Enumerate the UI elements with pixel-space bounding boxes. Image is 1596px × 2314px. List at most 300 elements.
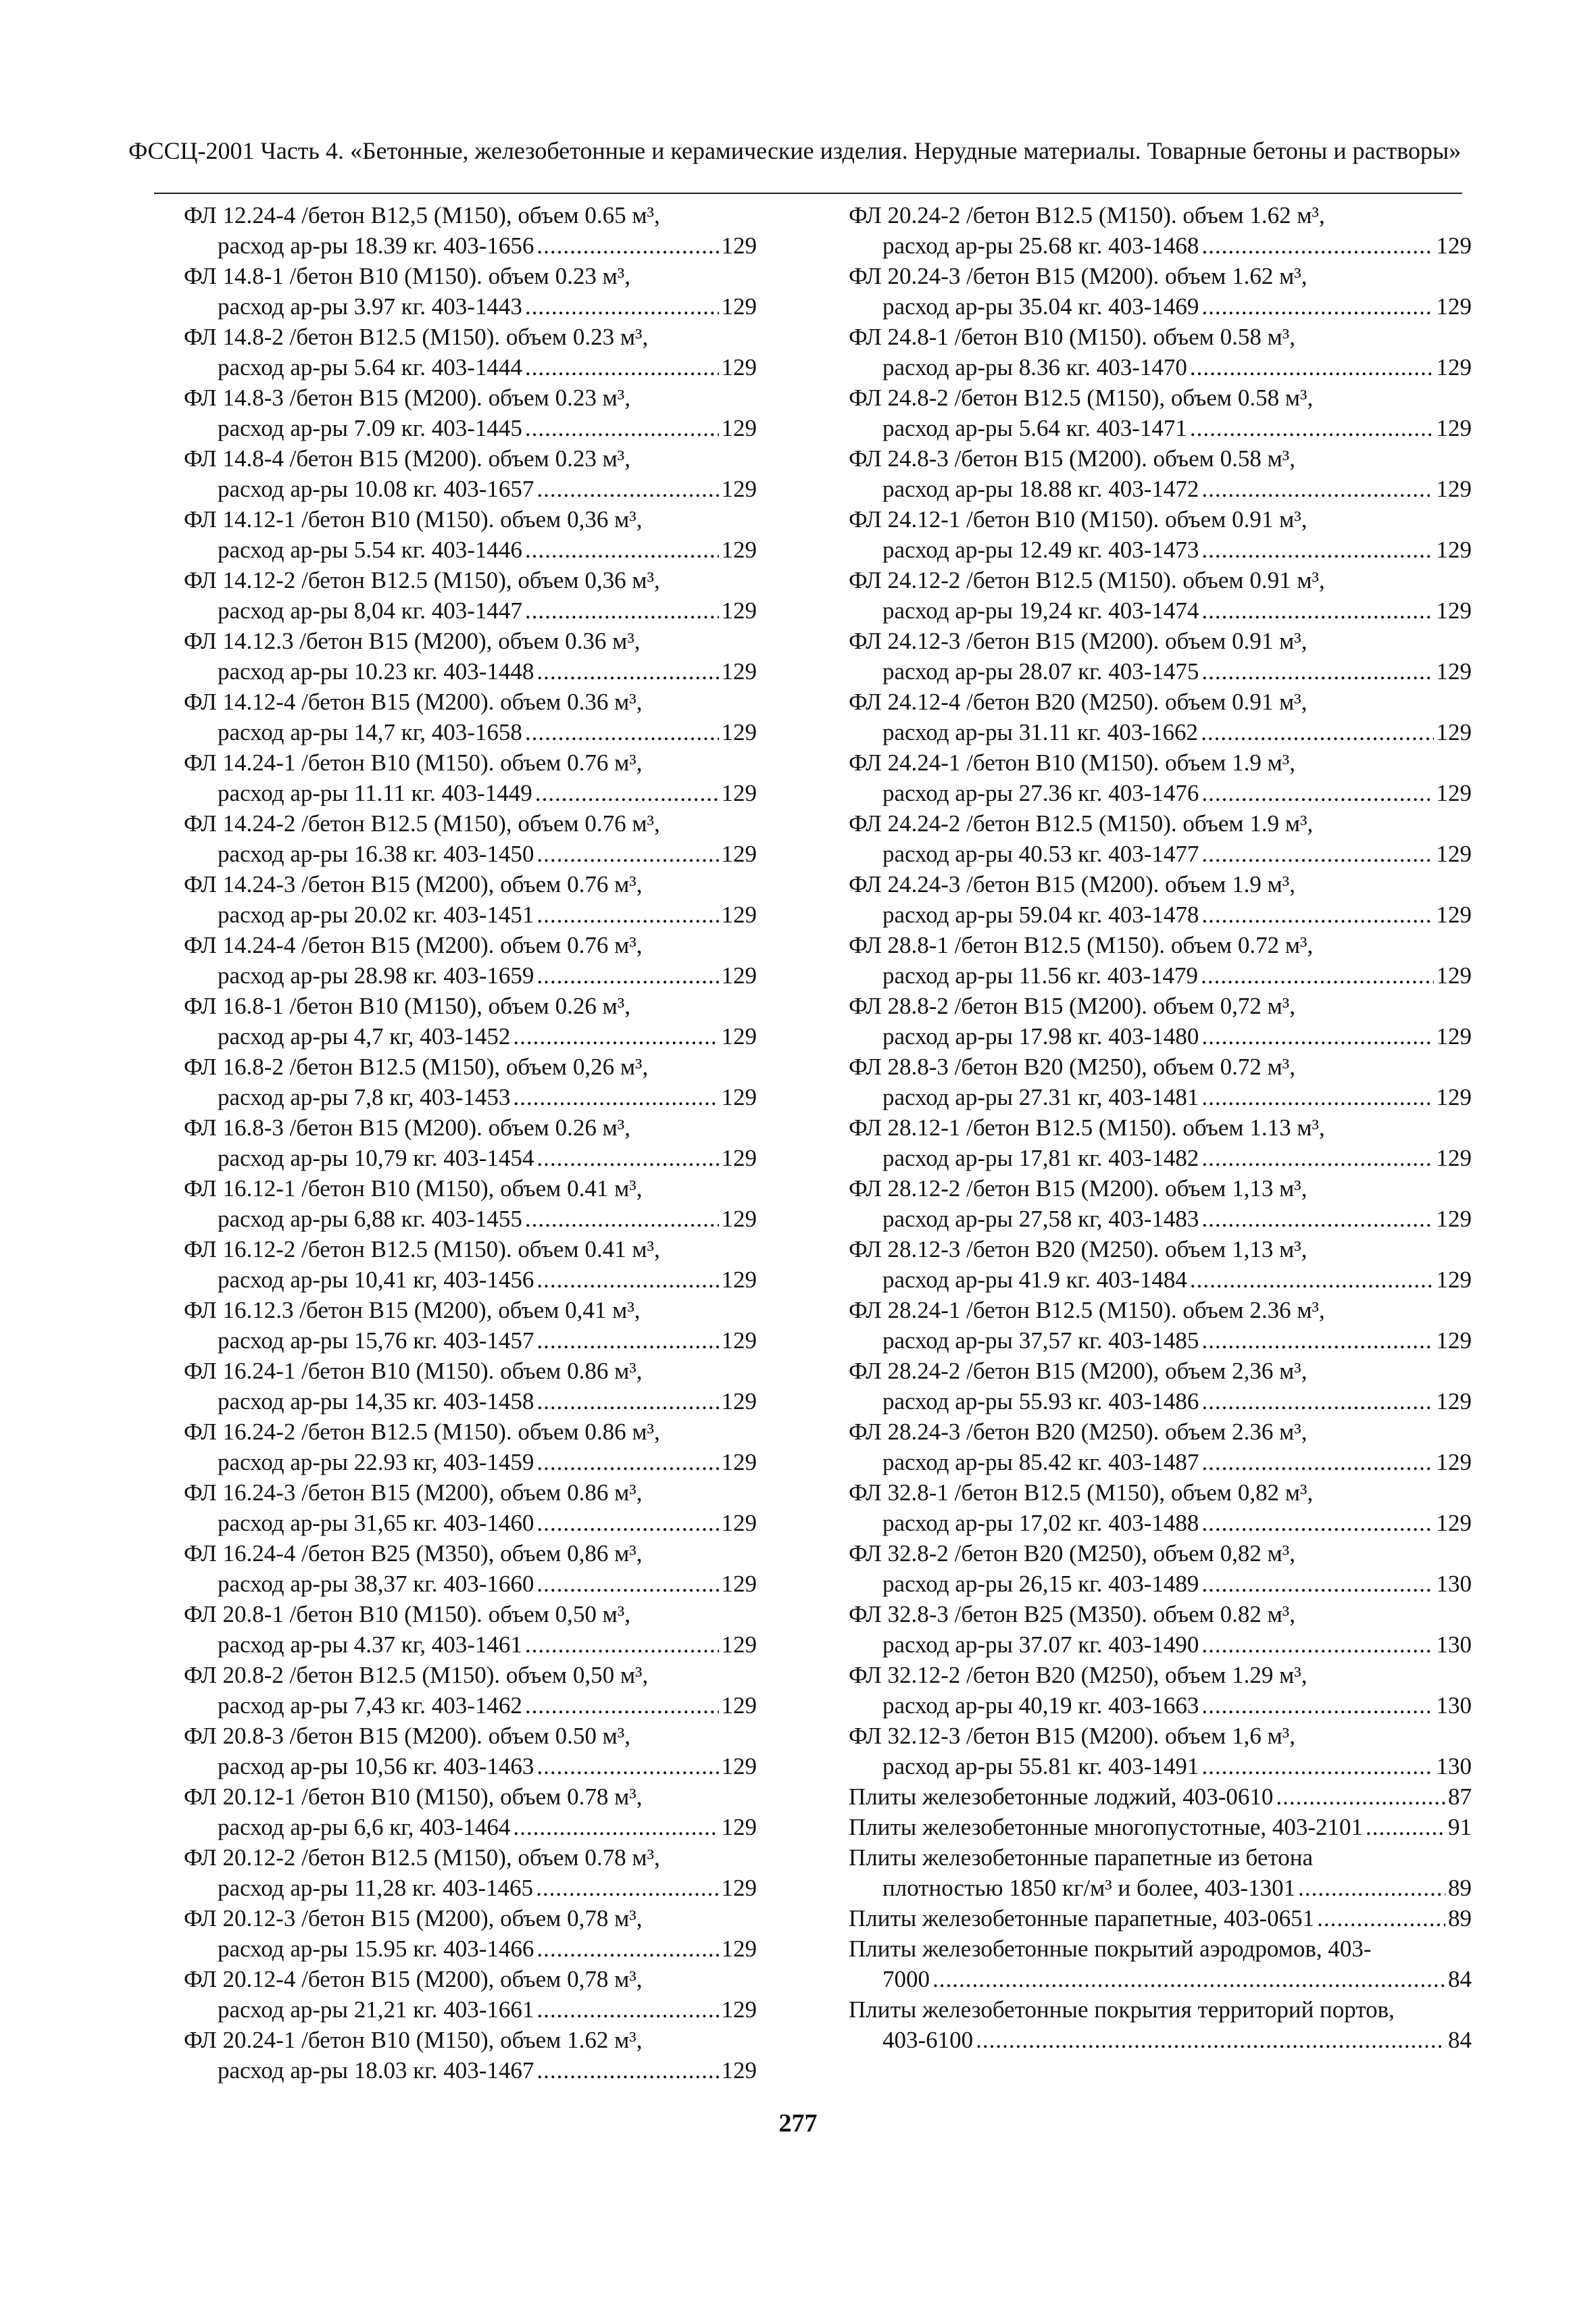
index-entry bbox=[184, 1052, 757, 1112]
entry-title: ФЛ 16.8-2 /бетон В12.5 (М150), объем 0,26 м³, bbox=[184, 1054, 649, 1080]
entry-page: 129 bbox=[721, 841, 757, 867]
leader-dots bbox=[1201, 1508, 1433, 1538]
entry-detail-line bbox=[849, 1325, 1472, 1356]
entry-detail-line bbox=[184, 1204, 757, 1234]
index-entry bbox=[184, 1173, 757, 1234]
entry-title: ФЛ 32.8-2 /бетон В20 (М250), объем 0,82 м³, bbox=[849, 1540, 1295, 1567]
leader-dots bbox=[537, 900, 718, 930]
index-entry bbox=[849, 1721, 1472, 1781]
entry-detail-line bbox=[849, 595, 1472, 626]
entry-page: 84 bbox=[1448, 2027, 1472, 2053]
entry-detail: расход ар-ры 40.53 кг. 403-1477 bbox=[882, 841, 1199, 867]
entry-page: 130 bbox=[1436, 1571, 1472, 1597]
entry-detail-line bbox=[849, 352, 1472, 383]
entry-detail: расход ар-ры 17,81 кг. 403-1482 bbox=[882, 1145, 1199, 1171]
index-entry bbox=[184, 1295, 757, 1356]
entry-detail-line bbox=[184, 291, 757, 322]
entry-page: 129 bbox=[721, 902, 757, 928]
index-entry bbox=[849, 1812, 1472, 1842]
entry-detail-line bbox=[849, 900, 1472, 930]
entry-detail-line bbox=[849, 1690, 1472, 1721]
entry-title: Плиты железобетонные парапетные из бетона bbox=[849, 1844, 1314, 1871]
leader-dots bbox=[1276, 1781, 1445, 1812]
entry-title: ФЛ 28.24-1 /бетон В12.5 (М150). объем 2.36 м³, bbox=[849, 1297, 1325, 1323]
leader-dots bbox=[1366, 1812, 1445, 1842]
entry-detail-line bbox=[849, 1569, 1472, 1599]
entry-detail-line bbox=[184, 230, 757, 261]
index-entry bbox=[184, 1781, 757, 1842]
entry-detail: расход ар-ры 7.09 кг. 403-1445 bbox=[218, 415, 522, 441]
entry-title: ФЛ 20.24-1 /бетон В10 (М150), объем 1.62 м³, bbox=[184, 2027, 643, 2053]
leader-dots bbox=[537, 1994, 718, 2025]
leader-dots bbox=[525, 1204, 719, 1234]
entry-detail: расход ар-ры 28.98 кг. 403-1659 bbox=[218, 962, 534, 989]
page-number: 277 bbox=[778, 2109, 818, 2138]
leader-dots bbox=[1201, 1629, 1433, 1660]
entry-detail: расход ар-ры 6,88 кг. 403-1455 bbox=[218, 1206, 522, 1232]
entry-title: ФЛ 20.8-2 /бетон В12.5 (М150). объем 0,50 м³, bbox=[184, 1662, 649, 1688]
left-column bbox=[184, 200, 757, 2086]
entry-detail-line bbox=[184, 1082, 757, 1112]
leader-dots bbox=[537, 1447, 718, 1477]
entry-page: 129 bbox=[721, 780, 757, 806]
index-entry bbox=[849, 1295, 1472, 1356]
leader-dots bbox=[525, 291, 719, 322]
entry-page: 129 bbox=[721, 1875, 757, 1901]
entry-title: ФЛ 28.12-1 /бетон В12.5 (М150). объем 1.13 м³, bbox=[849, 1114, 1325, 1141]
entry-page: 129 bbox=[721, 962, 757, 989]
entry-detail-line bbox=[184, 535, 757, 565]
entry-page: 129 bbox=[721, 658, 757, 685]
entry-detail: расход ар-ры 41.9 кг. 403-1484 bbox=[882, 1266, 1187, 1293]
entry-page: 129 bbox=[1436, 1327, 1472, 1354]
entry-title: ФЛ 14.8-4 /бетон В15 (М200). объем 0.23 м³, bbox=[184, 445, 630, 472]
leader-dots bbox=[932, 1964, 1445, 1994]
entry-title: ФЛ 14.8-2 /бетон В12.5 (М150). объем 0.23 м³, bbox=[184, 324, 649, 350]
entry-page: 129 bbox=[1436, 293, 1472, 320]
entry-page: 129 bbox=[721, 1084, 757, 1110]
entry-detail: расход ар-ры 7,43 кг. 403-1462 bbox=[218, 1692, 522, 1719]
entry-page: 129 bbox=[1436, 415, 1472, 441]
entry-title: ФЛ 20.12-3 /бетон В15 (М200), объем 0,78 м³, bbox=[184, 1905, 643, 1931]
entry-page: 129 bbox=[721, 1206, 757, 1232]
entry-title: ФЛ 28.24-2 /бетон В15 (М200), объем 2,36 м³, bbox=[849, 1358, 1307, 1384]
index-entry bbox=[184, 687, 757, 747]
entry-detail-line bbox=[184, 1751, 757, 1781]
entry-page: 129 bbox=[1436, 476, 1472, 502]
entry-detail: расход ар-ры 5.54 кг. 403-1446 bbox=[218, 537, 522, 563]
leader-dots bbox=[537, 960, 718, 991]
entry-detail: расход ар-ры 11,28 кг. 403-1465 bbox=[218, 1875, 534, 1901]
entry-detail-line bbox=[184, 2055, 757, 2086]
entry-page: 129 bbox=[721, 1266, 757, 1293]
index-entry bbox=[184, 261, 757, 322]
entry-detail: расход ар-ры 35.04 кг. 403-1469 bbox=[882, 293, 1199, 320]
entry-detail: расход ар-ры 27,58 кг, 403-1483 bbox=[882, 1206, 1199, 1232]
entry-detail-line bbox=[849, 1264, 1472, 1295]
entry-detail-line bbox=[849, 1508, 1472, 1538]
entry-title: ФЛ 24.12-2 /бетон В12.5 (М150). объем 0.91 м³, bbox=[849, 567, 1325, 593]
leader-dots bbox=[537, 1264, 718, 1295]
index-entry bbox=[849, 687, 1472, 747]
leader-dots bbox=[1317, 1903, 1445, 1934]
entry-title: ФЛ 24.8-3 /бетон В15 (М200). объем 0.58 м³, bbox=[849, 445, 1295, 472]
entry-detail: Плиты железобетонные парапетные, 403-0651 bbox=[849, 1905, 1315, 1931]
entry-detail-line bbox=[849, 1143, 1472, 1173]
entry-page: 129 bbox=[1436, 1510, 1472, 1536]
entry-detail: расход ар-ры 21,21 кг. 403-1661 bbox=[218, 1996, 534, 2023]
index-entry bbox=[849, 565, 1472, 626]
entry-page: 129 bbox=[721, 1631, 757, 1658]
right-column bbox=[849, 200, 1472, 2055]
entry-title: ФЛ 28.24-3 /бетон В20 (М250). объем 2.36 м³, bbox=[849, 1419, 1307, 1445]
entry-page: 129 bbox=[721, 1692, 757, 1719]
leader-dots bbox=[537, 474, 718, 504]
entry-detail-line bbox=[849, 1903, 1472, 1934]
leader-dots bbox=[1201, 230, 1433, 261]
index-entry bbox=[849, 322, 1472, 383]
index-entry bbox=[184, 1356, 757, 1417]
index-entry bbox=[849, 1599, 1472, 1660]
entry-detail-line bbox=[184, 1569, 757, 1599]
entry-detail: Плиты железобетонные лоджий, 403-0610 bbox=[849, 1783, 1274, 1810]
entry-detail-line bbox=[849, 413, 1472, 443]
entry-detail-line bbox=[184, 900, 757, 930]
entry-title: ФЛ 32.8-1 /бетон В12.5 (М150), объем 0,82 м³, bbox=[849, 1479, 1314, 1506]
entry-detail: расход ар-ры 11.56 кг. 403-1479 bbox=[882, 962, 1199, 989]
entry-detail: расход ар-ры 10,56 кг. 403-1463 bbox=[218, 1753, 534, 1779]
entry-page: 89 bbox=[1448, 1905, 1472, 1931]
entry-title: ФЛ 14.12-1 /бетон В10 (М150). объем 0,36 м³, bbox=[184, 506, 643, 533]
entry-detail: расход ар-ры 59.04 кг. 403-1478 bbox=[882, 902, 1199, 928]
index-entry bbox=[184, 930, 757, 991]
entry-detail: расход ар-ры 38,37 кг. 403-1660 bbox=[218, 1571, 534, 1597]
entry-page: 129 bbox=[721, 719, 757, 745]
header-rule bbox=[154, 193, 1462, 194]
entry-detail-line bbox=[184, 413, 757, 443]
entry-page: 91 bbox=[1448, 1814, 1472, 1840]
index-entry bbox=[184, 991, 757, 1052]
entry-page: 129 bbox=[1436, 1266, 1472, 1293]
entry-detail-line bbox=[184, 1143, 757, 1173]
entry-title: ФЛ 14.24-3 /бетон В15 (М200), объем 0.76 м³, bbox=[184, 871, 643, 897]
entry-detail-line bbox=[184, 1508, 757, 1538]
entry-title: ФЛ 16.24-3 /бетон В15 (М200), объем 0.86 м³, bbox=[184, 1479, 643, 1506]
leader-dots bbox=[1190, 352, 1434, 383]
entry-title: ФЛ 12.24-4 /бетон В12,5 (М150), объем 0.65 м³, bbox=[184, 202, 660, 228]
entry-title: ФЛ 16.24-2 /бетон В12.5 (М150). объем 0.86 м³, bbox=[184, 1419, 660, 1445]
entry-detail: расход ар-ры 11.11 кг. 403-1449 bbox=[218, 780, 532, 806]
entry-page: 129 bbox=[1436, 962, 1472, 989]
entry-page: 129 bbox=[1436, 1388, 1472, 1414]
entry-title: ФЛ 28.8-2 /бетон В15 (М200). объем 0,72 м³, bbox=[849, 993, 1295, 1019]
index-entry bbox=[849, 1934, 1472, 1994]
entry-page: 130 bbox=[1436, 1753, 1472, 1779]
index-entry bbox=[849, 1417, 1472, 1477]
index-entry bbox=[849, 1112, 1472, 1173]
leader-dots bbox=[1201, 778, 1433, 808]
index-entry bbox=[849, 1781, 1472, 1812]
index-entry bbox=[849, 1173, 1472, 1234]
leader-dots bbox=[1201, 595, 1433, 626]
leader-dots bbox=[525, 717, 719, 747]
index-entry bbox=[184, 504, 757, 565]
entry-detail-line bbox=[849, 1781, 1472, 1812]
entry-page: 129 bbox=[721, 1327, 757, 1354]
leader-dots bbox=[1201, 1143, 1433, 1173]
entry-page: 129 bbox=[721, 476, 757, 502]
entry-detail: расход ар-ры 85.42 кг. 403-1487 bbox=[882, 1449, 1199, 1475]
entry-page: 129 bbox=[1436, 780, 1472, 806]
leader-dots bbox=[976, 2025, 1445, 2055]
entry-detail: расход ар-ры 31,65 кг. 403-1460 bbox=[218, 1510, 534, 1536]
entry-title: ФЛ 14.24-1 /бетон В10 (М150). объем 0.76 м³, bbox=[184, 749, 643, 776]
entry-detail: расход ар-ры 19,24 кг. 403-1474 bbox=[882, 597, 1199, 624]
leader-dots bbox=[537, 1751, 718, 1781]
leader-dots bbox=[1201, 839, 1433, 869]
entry-page: 87 bbox=[1448, 1783, 1472, 1810]
entry-detail: расход ар-ры 27.36 кг. 403-1476 bbox=[882, 780, 1199, 806]
index-entry bbox=[184, 869, 757, 930]
entry-detail-line bbox=[849, 1629, 1472, 1660]
entry-title: ФЛ 16.24-1 /бетон В10 (М150). объем 0.86 м³, bbox=[184, 1358, 643, 1384]
entry-page: 130 bbox=[1436, 1631, 1472, 1658]
entry-detail: расход ар-ры 8.36 кг. 403-1470 bbox=[882, 354, 1187, 380]
leader-dots bbox=[1201, 900, 1433, 930]
index-entry bbox=[849, 1356, 1472, 1417]
leader-dots bbox=[1201, 717, 1433, 747]
entry-title: ФЛ 24.12-1 /бетон В10 (М150). объем 0.91 м³, bbox=[849, 506, 1307, 533]
entry-detail: расход ар-ры 55.81 кг. 403-1491 bbox=[882, 1753, 1199, 1779]
entry-detail: плотностью 1850 кг/м³ и более, 403-1301 bbox=[882, 1875, 1296, 1901]
entry-title: ФЛ 16.12-1 /бетон В10 (М150), объем 0.41 м³, bbox=[184, 1175, 643, 1202]
leader-dots bbox=[1201, 1386, 1433, 1417]
entry-title: ФЛ 24.8-2 /бетон В12.5 (М150), объем 0.58 м³, bbox=[849, 385, 1314, 411]
leader-dots bbox=[537, 839, 718, 869]
entry-detail: расход ар-ры 10,41 кг, 403-1456 bbox=[218, 1266, 534, 1293]
entry-detail-line bbox=[184, 1021, 757, 1052]
index-entry bbox=[849, 930, 1472, 991]
entry-title: ФЛ 20.8-1 /бетон В10 (М150). объем 0,50 м³, bbox=[184, 1601, 630, 1627]
entry-page: 129 bbox=[1436, 1023, 1472, 1050]
entry-page: 129 bbox=[721, 537, 757, 563]
entry-title: ФЛ 20.24-2 /бетон В12.5 (М150). объем 1.62 м³, bbox=[849, 202, 1325, 228]
leader-dots bbox=[535, 778, 719, 808]
entry-title: ФЛ 24.12-4 /бетон В20 (М250). объем 0.91 м³, bbox=[849, 689, 1307, 715]
entry-detail-line bbox=[184, 474, 757, 504]
entry-detail-line bbox=[849, 1204, 1472, 1234]
entry-page: 129 bbox=[721, 1936, 757, 1962]
leader-dots bbox=[1201, 1082, 1433, 1112]
entry-detail-line bbox=[184, 1812, 757, 1842]
index-entry bbox=[849, 869, 1472, 930]
index-entry bbox=[184, 1903, 757, 1964]
entry-title: ФЛ 16.8-3 /бетон В15 (М200). объем 0.26 м³, bbox=[184, 1114, 630, 1141]
leader-dots bbox=[1201, 1204, 1433, 1234]
entry-page: 84 bbox=[1448, 1966, 1472, 1992]
entry-detail: расход ар-ры 15,76 кг. 403-1457 bbox=[218, 1327, 534, 1354]
entry-title: ФЛ 20.24-3 /бетон В15 (М200). объем 1.62 м³, bbox=[849, 263, 1307, 289]
entry-page: 129 bbox=[721, 1388, 757, 1414]
entry-detail: 403-6100 bbox=[882, 2027, 974, 2053]
entry-title: ФЛ 14.12.3 /бетон В15 (М200), объем 0.36 м³, bbox=[184, 628, 641, 654]
index-entry bbox=[184, 1599, 757, 1660]
entry-detail-line bbox=[184, 1447, 757, 1477]
leader-dots bbox=[525, 595, 719, 626]
entry-page: 129 bbox=[1436, 658, 1472, 685]
entry-page: 129 bbox=[721, 2057, 757, 2084]
entry-detail-line bbox=[849, 230, 1472, 261]
entry-page: 129 bbox=[1436, 841, 1472, 867]
entry-title: ФЛ 14.24-4 /бетон В15 (М200). объем 0.76 м³, bbox=[184, 932, 643, 958]
entry-detail: расход ар-ры 22.93 кг, 403-1459 bbox=[218, 1449, 534, 1475]
entry-detail: расход ар-ры 20.02 кг. 403-1451 bbox=[218, 902, 534, 928]
entry-page: 129 bbox=[721, 1145, 757, 1171]
index-entry bbox=[184, 1660, 757, 1721]
index-entry bbox=[184, 1721, 757, 1781]
entry-title: ФЛ 14.12-2 /бетон В12.5 (М150), объем 0,36 м³, bbox=[184, 567, 660, 593]
index-entry bbox=[184, 200, 757, 261]
index-entry bbox=[184, 2025, 757, 2086]
leader-dots bbox=[537, 1934, 718, 1964]
entry-title: ФЛ 14.8-3 /бетон В15 (М200). объем 0.23 м³, bbox=[184, 385, 630, 411]
entry-title: ФЛ 14.24-2 /бетон В12.5 (М150), объем 0.76 м³, bbox=[184, 810, 660, 837]
entry-title: ФЛ 20.12-4 /бетон В15 (М200), объем 0,78 м³, bbox=[184, 1966, 643, 1992]
entry-detail-line bbox=[184, 1264, 757, 1295]
entry-title: Плиты железобетонные покрытий аэродромов, 403- bbox=[849, 1936, 1372, 1962]
entry-detail: расход ар-ры 55.93 кг. 403-1486 bbox=[882, 1388, 1199, 1414]
entry-page: 89 bbox=[1448, 1875, 1472, 1901]
entry-detail: расход ар-ры 17,02 кг. 403-1488 bbox=[882, 1510, 1199, 1536]
entry-detail: расход ар-ры 4,7 кг, 403-1452 bbox=[218, 1023, 511, 1050]
entry-detail: расход ар-ры 31.11 кг. 403-1662 bbox=[882, 719, 1199, 745]
index-entry bbox=[849, 1994, 1472, 2055]
index-entry bbox=[184, 1477, 757, 1538]
entry-detail-line bbox=[849, 1812, 1472, 1842]
leader-dots bbox=[525, 1690, 719, 1721]
entry-detail-line bbox=[184, 1934, 757, 1964]
entry-page: 129 bbox=[721, 1571, 757, 1597]
entry-detail: расход ар-ры 5.64 кг. 403-1471 bbox=[882, 415, 1187, 441]
index-entry bbox=[184, 565, 757, 626]
entry-detail: расход ар-ры 14,7 кг, 403-1658 bbox=[218, 719, 522, 745]
index-entry bbox=[184, 1234, 757, 1295]
leader-dots bbox=[537, 1386, 718, 1417]
leader-dots bbox=[1201, 474, 1433, 504]
entry-page: 129 bbox=[721, 232, 757, 259]
entry-page: 129 bbox=[721, 1023, 757, 1050]
index-entry bbox=[849, 991, 1472, 1052]
entry-detail-line bbox=[849, 1021, 1472, 1052]
entry-title: ФЛ 32.12-2 /бетон В20 (М250), объем 1.29 м³, bbox=[849, 1662, 1307, 1688]
index-entry bbox=[849, 1477, 1472, 1538]
entry-detail: расход ар-ры 40,19 кг. 403-1663 bbox=[882, 1692, 1199, 1719]
entry-page: 129 bbox=[1436, 1084, 1472, 1110]
index-entry bbox=[184, 1538, 757, 1599]
entry-title: ФЛ 14.8-1 /бетон В10 (М150). объем 0.23 м³, bbox=[184, 263, 630, 289]
entry-title: ФЛ 20.12-1 /бетон В10 (М150), объем 0.78 м³, bbox=[184, 1783, 643, 1810]
entry-detail-line bbox=[849, 778, 1472, 808]
entry-detail: расход ар-ры 37,57 кг. 403-1485 bbox=[882, 1327, 1199, 1354]
entry-title: Плиты железобетонные покрытия территорий портов, bbox=[849, 1996, 1395, 2023]
leader-dots bbox=[1298, 1873, 1445, 1903]
entry-detail-line bbox=[849, 717, 1472, 747]
entry-page: 129 bbox=[1436, 1449, 1472, 1475]
index-entry bbox=[849, 1538, 1472, 1599]
entry-detail-line bbox=[184, 595, 757, 626]
entry-detail: расход ар-ры 18.03 кг. 403-1467 bbox=[218, 2057, 534, 2084]
index-entry bbox=[849, 1660, 1472, 1721]
entry-detail: расход ар-ры 10,79 кг. 403-1454 bbox=[218, 1145, 534, 1171]
entry-page: 130 bbox=[1436, 1692, 1472, 1719]
leader-dots bbox=[1201, 1690, 1433, 1721]
leader-dots bbox=[537, 230, 718, 261]
entry-detail-line bbox=[849, 2025, 1472, 2055]
leader-dots bbox=[536, 1873, 718, 1903]
leader-dots bbox=[525, 1629, 719, 1660]
index-entry bbox=[184, 1417, 757, 1477]
entry-detail-line bbox=[849, 1386, 1472, 1417]
leader-dots bbox=[513, 1021, 718, 1052]
entry-page: 129 bbox=[721, 293, 757, 320]
entry-detail: расход ар-ры 25.68 кг. 403-1468 bbox=[882, 232, 1199, 259]
leader-dots bbox=[1201, 1569, 1433, 1599]
entry-detail-line bbox=[184, 1690, 757, 1721]
entry-title: ФЛ 24.24-2 /бетон В12.5 (М150). объем 1.9 м³, bbox=[849, 810, 1314, 837]
entry-detail: расход ар-ры 8,04 кг. 403-1447 bbox=[218, 597, 522, 624]
entry-title: ФЛ 24.24-1 /бетон В10 (М150). объем 1.9 м³, bbox=[849, 749, 1295, 776]
entry-detail: расход ар-ры 7,8 кг, 403-1453 bbox=[218, 1084, 511, 1110]
entry-detail: расход ар-ры 10.08 кг. 403-1657 bbox=[218, 476, 534, 502]
entry-detail-line bbox=[184, 717, 757, 747]
entry-page: 129 bbox=[1436, 902, 1472, 928]
entry-detail: расход ар-ры 5.64 кг. 403-1444 bbox=[218, 354, 522, 380]
leader-dots bbox=[1190, 1264, 1434, 1295]
leader-dots bbox=[537, 1569, 718, 1599]
entry-page: 129 bbox=[721, 1449, 757, 1475]
index-entry bbox=[849, 1903, 1472, 1934]
index-entry bbox=[849, 261, 1472, 322]
entry-detail-line bbox=[184, 778, 757, 808]
leader-dots bbox=[1201, 1021, 1433, 1052]
entry-detail-line bbox=[849, 1751, 1472, 1781]
leader-dots bbox=[1190, 413, 1434, 443]
entry-detail: расход ар-ры 26,15 кг. 403-1489 bbox=[882, 1571, 1199, 1597]
index-entry bbox=[184, 626, 757, 687]
index-entry bbox=[184, 747, 757, 808]
index-entry bbox=[849, 1052, 1472, 1112]
entry-detail-line bbox=[849, 1082, 1472, 1112]
entry-detail: расход ар-ры 18.88 кг. 403-1472 bbox=[882, 476, 1199, 502]
index-entry bbox=[184, 1112, 757, 1173]
entry-detail-line bbox=[184, 1325, 757, 1356]
index-entry bbox=[184, 443, 757, 504]
entry-title: ФЛ 14.12-4 /бетон В15 (М200). объем 0.36 м³, bbox=[184, 689, 643, 715]
index-entry bbox=[849, 808, 1472, 869]
entry-detail: расход ар-ры 4.37 кг, 403-1461 bbox=[218, 1631, 522, 1658]
index-entry bbox=[849, 1842, 1472, 1903]
entry-title: ФЛ 16.12-2 /бетон В12.5 (М150). объем 0.41 м³, bbox=[184, 1236, 660, 1262]
index-entry bbox=[184, 1964, 757, 2025]
index-entry bbox=[849, 626, 1472, 687]
entry-page: 129 bbox=[721, 597, 757, 624]
entry-title: ФЛ 28.12-3 /бетон В20 (М250). объем 1,13 м³, bbox=[849, 1236, 1307, 1262]
entry-detail: расход ар-ры 10.23 кг. 403-1448 bbox=[218, 658, 534, 685]
leader-dots bbox=[1201, 1325, 1433, 1356]
entry-detail-line bbox=[849, 656, 1472, 687]
entry-page: 129 bbox=[1436, 354, 1472, 380]
entry-title: ФЛ 16.8-1 /бетон В10 (М150), объем 0.26 м³, bbox=[184, 993, 630, 1019]
